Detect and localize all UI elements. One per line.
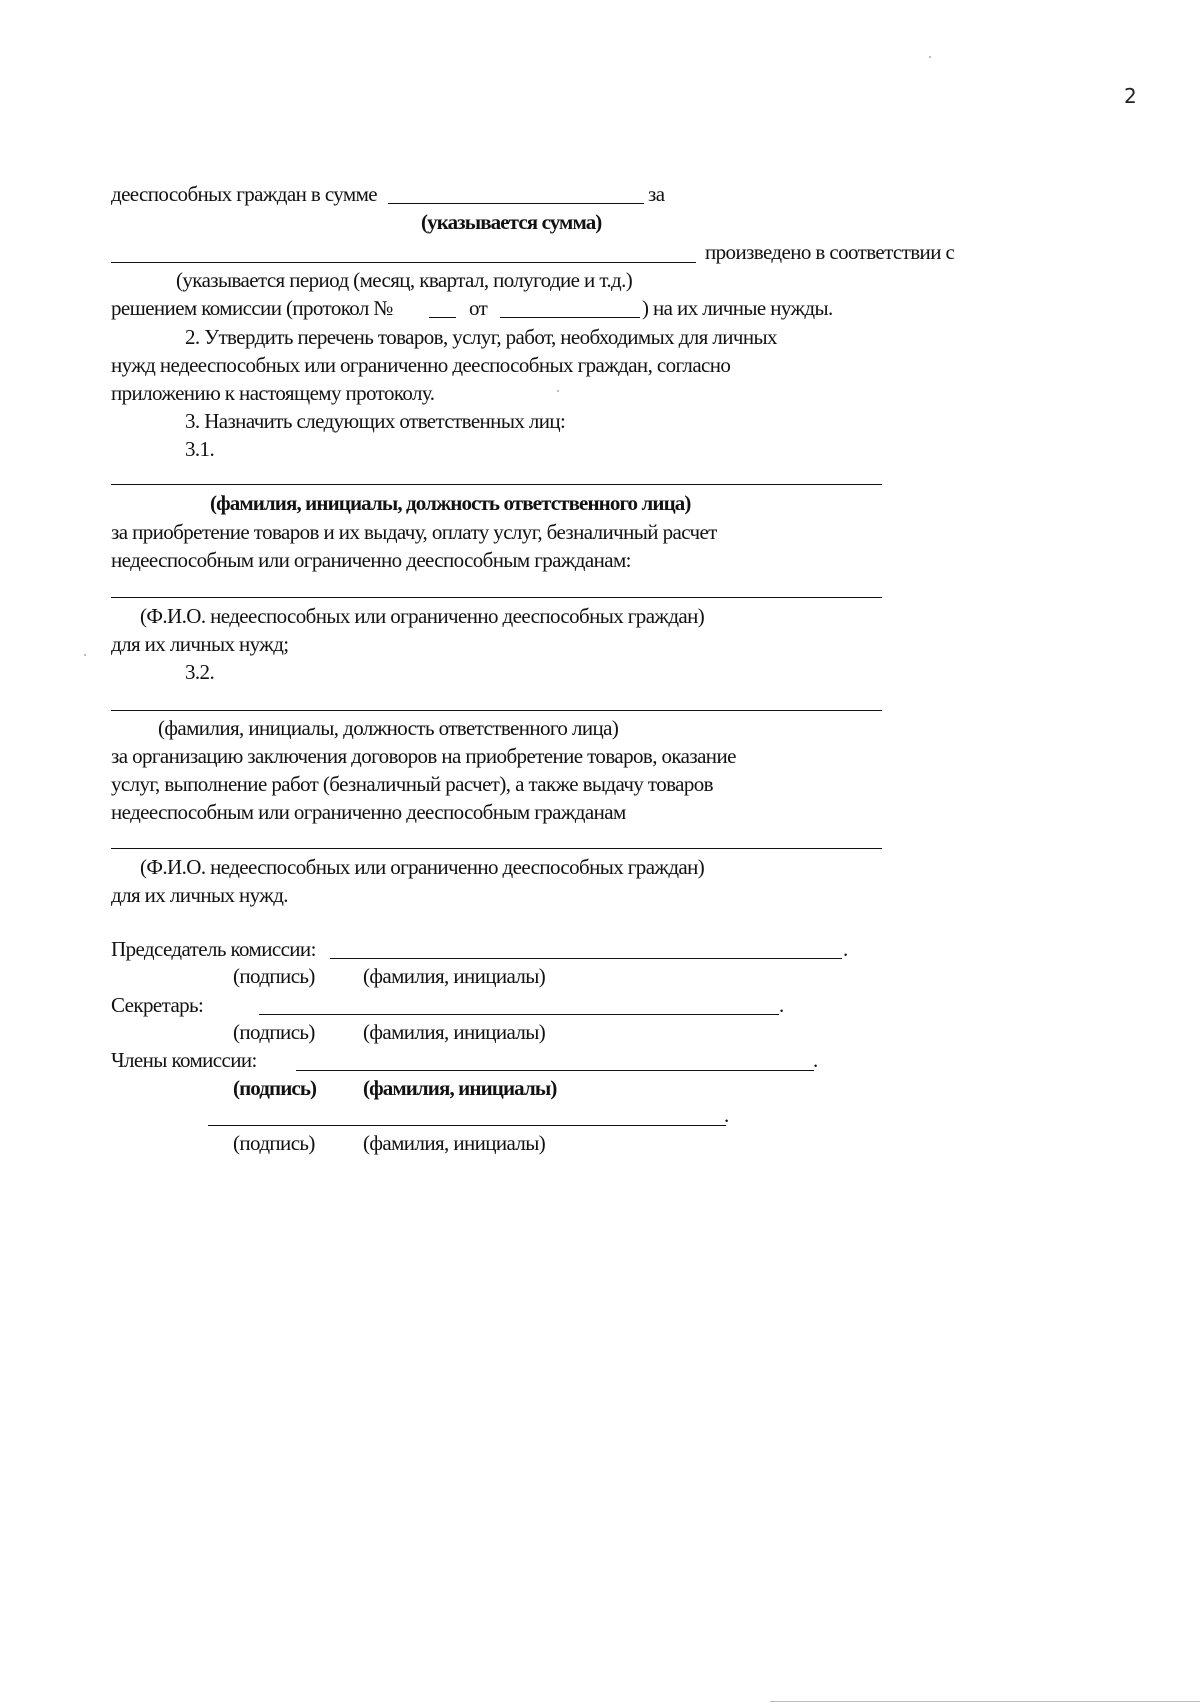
blank-responsible-2 bbox=[111, 710, 882, 711]
secretary-sign-hint: (подпись) bbox=[233, 1020, 315, 1044]
blank-period bbox=[111, 262, 696, 263]
blank-responsible-1 bbox=[111, 484, 882, 485]
duty-2-line-3: недееспособным или ограниченно дееспособным гражданам bbox=[111, 800, 626, 824]
item-3-heading: 3. Назначить следующих ответственных лиц: bbox=[185, 409, 566, 433]
member-2-name-hint: (фамилия, инициалы) bbox=[363, 1131, 546, 1155]
blank-citizens-1 bbox=[111, 597, 882, 598]
duty-1-line-1: за приобретение товаров и их выдачу, оплату услуг, безналичный расчет bbox=[111, 520, 717, 544]
member-1-sign-hint: (подпись) bbox=[233, 1076, 317, 1100]
text-za: за bbox=[648, 182, 665, 206]
secretary-name-hint: (фамилия, инициалы) bbox=[363, 1020, 546, 1044]
secretary-period: . bbox=[779, 993, 784, 1017]
scan-edge-line bbox=[770, 1701, 1200, 1702]
member-2-signature-line bbox=[208, 1125, 726, 1126]
item-3-2-number: 3.2. bbox=[185, 660, 215, 684]
text-protocol: решением комиссии (протокол № bbox=[111, 296, 393, 320]
duty-2-line-1: за организацию заключения договоров на приобретение товаров, оказание bbox=[111, 744, 736, 768]
scan-speck bbox=[557, 390, 559, 392]
hint-period: (указывается период (месяц, квартал, полугодие и т.д.) bbox=[176, 268, 633, 292]
members-label: Члены комиссии: bbox=[111, 1048, 257, 1072]
member-1-period: . bbox=[813, 1048, 818, 1072]
needs-1: для их личных нужд; bbox=[111, 632, 289, 656]
chair-period: . bbox=[843, 937, 848, 961]
scan-speck bbox=[929, 56, 931, 58]
hint-citizens-1: (Ф.И.О. недееспособных или ограниченно дееспособных граждан) bbox=[140, 604, 705, 628]
hint-sum: (указывается сумма) bbox=[421, 210, 602, 234]
blank-sum bbox=[388, 203, 644, 204]
chair-signature-line bbox=[330, 958, 842, 959]
item-2-line-1: 2. Утвердить перечень товаров, услуг, работ, необходимых для личных bbox=[185, 325, 777, 349]
secretary-signature-line bbox=[259, 1014, 779, 1015]
text-ot: от bbox=[469, 296, 488, 320]
blank-protocol-date bbox=[500, 317, 640, 318]
text-line-sum: дееспособных граждан в сумме bbox=[111, 182, 378, 206]
page-number: 2 bbox=[1124, 84, 1137, 108]
text-produced: произведено в соответствии с bbox=[705, 240, 955, 264]
needs-2: для их личных нужд. bbox=[111, 883, 288, 907]
item-2-line-2: нужд недееспособных или ограниченно дееспособных граждан, согласно bbox=[111, 353, 731, 377]
chair-name-hint: (фамилия, инициалы) bbox=[363, 964, 546, 988]
blank-protocol-number bbox=[429, 317, 456, 318]
chair-sign-hint: (подпись) bbox=[233, 964, 315, 988]
blank-citizens-2 bbox=[111, 848, 882, 849]
scan-speck bbox=[84, 654, 86, 656]
member-1-signature-line bbox=[296, 1070, 814, 1071]
duty-2-line-2: услуг, выполнение работ (безналичный расчет), а также выдачу товаров bbox=[111, 772, 713, 796]
hint-responsible-2: (фамилия, инициалы, должность ответственного лица) bbox=[158, 716, 619, 740]
secretary-label: Секретарь: bbox=[111, 993, 204, 1017]
duty-1-line-2: недееспособным или ограниченно дееспособным гражданам: bbox=[111, 548, 631, 572]
member-2-sign-hint: (подпись) bbox=[233, 1131, 315, 1155]
hint-citizens-2: (Ф.И.О. недееспособных или ограниченно дееспособных граждан) bbox=[140, 855, 705, 879]
item-2-line-3: приложению к настоящему протоколу. bbox=[111, 381, 435, 405]
member-2-period: . bbox=[724, 1103, 729, 1127]
text-personal-needs: ) на их личные нужды. bbox=[642, 296, 833, 320]
item-3-1-number: 3.1. bbox=[185, 437, 215, 461]
chair-label: Председатель комиссии: bbox=[111, 937, 316, 961]
member-1-name-hint: (фамилия, инициалы) bbox=[363, 1076, 557, 1100]
hint-responsible-1: (фамилия, инициалы, должность ответственного лица) bbox=[210, 491, 691, 515]
